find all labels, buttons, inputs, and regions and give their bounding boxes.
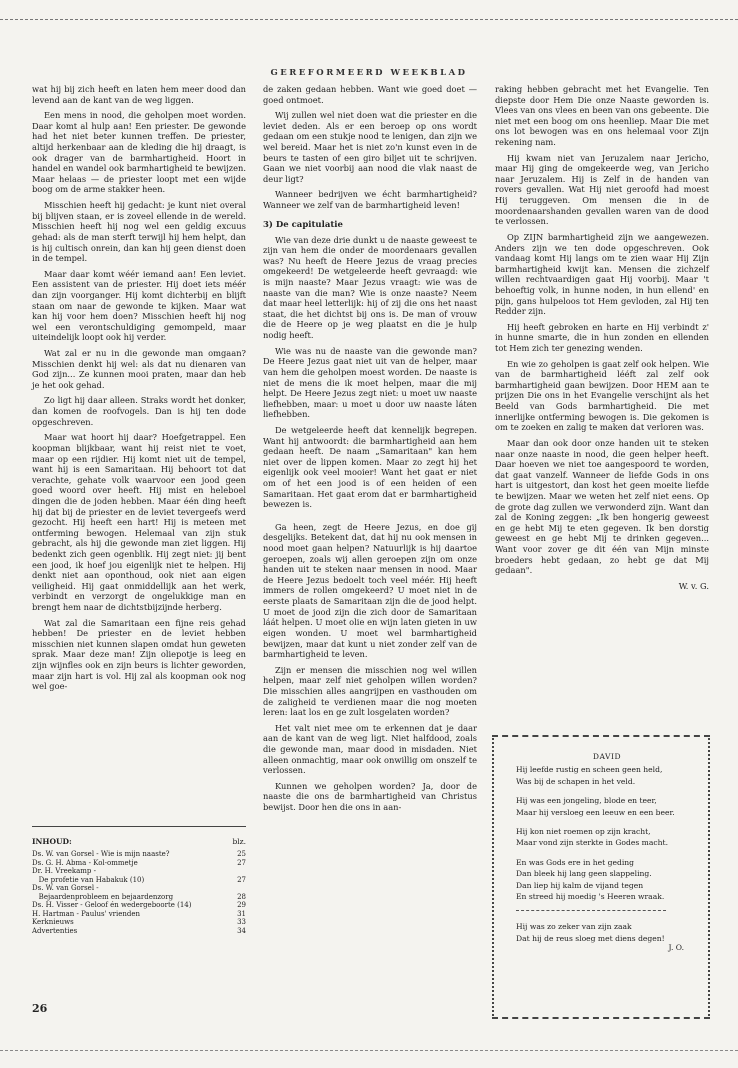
toc-row: [32, 850, 246, 859]
poem-line: Dat hij de reus sloeg met diens degen!: [516, 933, 665, 943]
paragraph: Hij kwam niet van Jeruzalem naar Jericho, maar Hij ging de omgekeerde weg, van Jericho naar Jeruzalem. Hij is Zelf in de handen van rovers gevallen. Wat Hij niet geroofd had moest Hij teruggeven. Om mensen die in de moordenaarshanden gevallen waren van de dood te verlossen.: [495, 152, 709, 227]
toc-page: 33: [237, 918, 246, 927]
bottom-cut-line: [0, 1050, 738, 1051]
top-cut-line: [0, 19, 738, 20]
toc-row: [32, 901, 246, 910]
toc-page: [232, 867, 246, 876]
poem-line: En streed hij moedig 's Heeren wraak.: [516, 891, 665, 901]
toc-row: [32, 893, 246, 902]
paragraph: Wie was nu de naaste van die gewonde man? De Heere Jezus gaat niet uit van de helper, maar van hem die geholpen moest worden. De naaste is niet de mens die ik moet helpen, maar die mij helpt. De Heere Jezus zegt niet: u moet uw naaste liefhebben, maar: u moet u door uw naaste láten liefhebben.: [263, 345, 477, 420]
toc-page: 34: [237, 926, 246, 935]
toc-row: [32, 927, 246, 936]
paragraph: de zaken gedaan hebben. Want wie goed doet — goed ontmoet.: [263, 84, 477, 105]
paragraph: wat hij bij zich heeft en laten hem meer dood dan levend aan de kant van de weg liggen.: [32, 84, 246, 105]
paragraph: Het valt niet mee om te erkennen dat je daar aan de kant van de weg ligt. Niet halfdood, zoals die gewonde man, maar dood in misdaden. Niet alleen onmachtig, maar ook onwillig om onszelf te verlossen.: [263, 722, 477, 776]
paragraph: Kunnen we geholpen worden? Ja, door de naaste die ons de barmhartigheid van Christus bewijst. Door hen die ons in aan-: [263, 780, 477, 813]
paragraph: Wanneer bedrijven we écht barmhartigheid? Wanneer we zelf van de barmhartigheid leven!: [263, 189, 477, 211]
toc-entry: Ds. W. van Gorsel - Wie is mijn naaste?: [32, 850, 170, 859]
toc-header: [32, 837, 246, 846]
poem-stanza: [516, 857, 698, 903]
paragraph: Maar dan ook door onze handen uit te steken naar onze naaste in nood, die geen helper heeft. Daar hoeven we niet toe aangespoord te worden, dat gaat vanzelf. Wanneer de liefde Gods in ons hart is uitgestort, dan kost het geen moeite liefde te bewijzen. Maar we weten het zelf niet eens. Op de grote dag zullen we verwonderd zijn. Want dan zal de Koning zeggen: „Ik ben hongerig geweest en ge hebt Mij te eten gegeven. Ik ben dorstig geweest en ge hebt Mij te drinken gegeven... Want voor zover ge dit één van Mijn minste broeders hebt gedaan, zo hebt ge dat Mij gedaan".: [495, 437, 709, 576]
paragraph: Wij zullen wel niet doen wat die priester en die leviet deden. Als er een beroep op ons wordt gedaan om een stukje nood te lenigen, dan zijn we wel bereid. Maar het is niet zo'n kunst even in de beurs te tasten of een giro biljet uit te schrijven. Gaan we niet voorbij aan nood die vlak naast de deur ligt?: [263, 110, 477, 184]
toc-page: 27: [237, 875, 246, 884]
poem-line: Dan bleek hij lang geen slappeling.: [516, 869, 652, 879]
toc-row: [32, 884, 246, 893]
toc-page: 27: [237, 858, 246, 867]
paragraph: Maar wat hoort hij daar? Hoefgetrappel. Een koopman blijkbaar, want hij reist niet te voet, maar op een rijdier. Hij komt niet uit de tempel, want hij is een Samaritaan. Hij behoort tot dat verachte, gehate volk waarvoor een jood geen goed woord over heeft. Hij mist en heleboel dingen die de joden hebben. Maar één ding heeft hij dat bij de priester en de leviet tevergeefs werd gezocht. Hij heeft een hart! Hij is meteen met ontferming bewogen. Helemaal van zijn stuk gebracht, als hij die gewonde man ziet liggen. Hij bedenkt zich geen ogenblik. Hij zegt niet: jij bent een jood, ik hoef jou eigenlijk niet te helpen. Hij denkt niet aan oponthoud, ook niet aan eigen veiligheid. Hij gaat onmiddellijk aan het werk, verbindt en verzorgt de ongelukkige man en brengt hem naar de dichtstbijzijnde herberg.: [32, 432, 246, 613]
paragraph: Misschien heeft hij gedacht: je kunt niet overal bij blijven staan, er is zoveel ellende in de wereld. Misschien heeft hij nog wel een geldig excuus gehad: als de man sterft terwijl hij hem helpt, dan is hij cultisch onrein, dan kan hij geen dienst doen in de tempel.: [32, 200, 246, 264]
toc-page: 28: [237, 892, 246, 901]
toc-rule: [32, 826, 246, 827]
poem-line: Maar hij versloeg een leeuw en een beer.: [516, 807, 675, 817]
column-3: [495, 84, 709, 591]
poem-stanza: [516, 826, 698, 849]
toc-row: [32, 859, 246, 868]
poem-line: Hij leefde rustig en scheen geen held,: [516, 765, 663, 775]
page-number: 26: [32, 1002, 48, 1015]
paragraph: Ga heen, zegt de Heere Jezus, en doe gij desgelijks. Betekent dat, dat hij nu ook mensen in nood moet gaan helpen? Natuurlijk is hij daartoe geroepen, zoals wij allen geroepen zijn om onze handen uit te steken naar mensen in nood. Maar de Heere Jezus bedoelt toch veel méér. Hij heeft immers de rollen omgekeerd? U moet niet in de eerste plaats de Samaritaan zijn die de jood helpt. U moet de jood zijn die zich door de Samaritaan láát helpen. U moet olie en wijn laten gieten in uw eigen wonden. U moet wel barmhartigheid bewijzen, maar dat kunt u niet zonder zelf van de barmhartigheid te leven.: [263, 521, 477, 660]
toc-title: INHOUD:: [32, 837, 72, 846]
toc-page: 31: [237, 909, 246, 918]
table-of-contents: [32, 826, 246, 935]
poem-line: Maar vond zijn sterkte in Godes macht.: [516, 838, 668, 848]
toc-entry: Kerknieuws: [32, 918, 74, 927]
poem-line: Hij kon niet roemen op zijn kracht,: [516, 826, 651, 836]
toc-entry: Ds. G. H. Abma - Kol-ommetje: [32, 858, 138, 867]
toc-row: [32, 910, 246, 919]
toc-page-header: blz.: [232, 837, 246, 846]
toc-row: [32, 918, 246, 927]
toc-entry: Ds. H. Visser - Geloof én wedergeboorte (14): [32, 901, 192, 910]
paragraph: Zo ligt hij daar alleen. Straks wordt het donker, dan komen de roofvogels. Dan is hij ten dode opgeschreven.: [32, 395, 246, 427]
poem-stanza: [516, 764, 698, 787]
paragraph: En wie zo geholpen is gaat zelf ook helpen. Wie van de barmhartigheid lééft zal zelf ook barmhartigheid gaan bewijzen. Door HEM aan te prijzen Die ons in het Evangelie verschijnt als het Beeld van Gods barmhartigheid. Die met innerlijke ontferming bewogen is. Die gekomen is om te zoeken en zalig te maken dat verloren was.: [495, 358, 709, 433]
toc-page: [232, 884, 246, 893]
poem-line: Was bij de schapen in het veld.: [516, 776, 636, 786]
poem-line: Dan liep hij kalm de vijand tegen: [516, 880, 644, 890]
poem-divider: [516, 910, 666, 911]
paragraph: Wat zal die Samaritaan een fijne reis gehad hebben! De priester en de leviet hebben misschien niet kunnen slapen omdat hun geweten sprak. Maar deze man! Zijn oliepotje is leeg en zijn wijnfles ook en zijn beurs is lichter geworden, maar zijn hart is vol. Hij zal als koopman ook nog wel goe-: [32, 617, 246, 692]
poem-line: En was Gods ere in het geding: [516, 857, 635, 867]
toc-entry: Dr. H. Vreekamp -: [32, 867, 97, 876]
poem-signature: J. O.: [668, 943, 684, 953]
poem-title: DAVID: [592, 752, 622, 761]
article-signature: W. v. G.: [678, 580, 709, 591]
toc-row: [32, 867, 246, 876]
paragraph: Hij heeft gebroken en harte en Hij verbindt z' in hunne smarte, die in hun zonden en ellenden tot Hem zich ter genezing wenden.: [495, 321, 709, 354]
toc-page: 29: [237, 901, 246, 910]
paragraph: raking hebben gebracht met het Evangelie. Ten diepste door Hem Die onze Naaste geworden is. Vlees van ons vlees en been van ons gebeente. Die niet met een boog om ons heenliep. Maar Die met ons lot bewogen was en ons helemaal voor Zijn rekening nam.: [495, 84, 709, 148]
poem-line: Hij was een jongeling, blode en teer,: [516, 796, 657, 806]
toc-entry: Advertenties: [32, 926, 78, 935]
paragraph: Op ZIJN barmhartigheid zijn we aangewezen. Anders zijn we ten dode opgeschreven. Ook vandaag komt Hij langs om te zien waar Hij Zijn barmhartigheid kwijt kan. Mensen die zichzelf willen rechtvaardigen gaat Hij voorbij. Maar 't behoeftig volk, in hunne noden, in hun ellend' en pijn, gans hulpeloos tot Hem gevloden, zal Hij ten Redder zijn.: [495, 231, 709, 317]
poem-box: [492, 735, 710, 1019]
poem-stanza: [516, 795, 698, 818]
paragraph: Een mens in nood, die geholpen moet worden. Daar komt al hulp aan! Een priester. De gewonde had het niet beter kunnen treffen. De priester, altijd herkenbaar aan de kleding die hij draagt, is ook drager van de barmhartigheid. Hoort in handel en wandel ook barmhartigheid te bewijzen. Maar helaas — de priester loopt met een wijde boog om de arme stakker heen.: [32, 110, 246, 195]
paragraph: De wetgeleerde heeft dat kennelijk begrepen. Want hij antwoordt: die barmhartigheid aan hem gedaan heeft. De naam „Samaritaan" kan hem niet over de lippen komen. Maar zo zegt hij het eigenlijk ook veel mooier! Want het gaat er niet om of het een jood is of een heiden of een Samaritaan. Het gaat erom dat er barmhartigheid bewezen is.: [263, 424, 477, 510]
masthead: GEREFORMEERD WEEKBLAD: [270, 68, 468, 78]
paragraph: Wie van deze drie dunkt u de naaste geweest te zijn van hem die onder de moordenaars gevallen was? Nu heeft de Heere Jezus de vraag precies omgekeerd! De wetgeleerde heeft gevraagd: wie is mijn naaste? Maar Jezus vraagt: wie was de naaste van die man? Wie is onze naaste? Neem dat maar heel letterlijk: hij of zij die ons het naast staat, die het dichtst bij ons is. De man of vrouw die de Heere op je weg plaatst en die je hulp nodig heeft.: [263, 234, 477, 341]
paragraph: Zijn er mensen die misschien nog wel willen helpen, maar zelf niet geholpen willen worden? Die misschien alles aangrijpen en vasthouden om de zaligheid te verdienen maar die nog moeten leren: laat los en ge zult losgelaten worden?: [263, 664, 477, 718]
column-2: [263, 84, 477, 818]
toc-page: 25: [237, 850, 246, 859]
toc-entry: De profetie van Habakuk (10): [32, 875, 145, 884]
paragraph: Maar daar komt wéér iemand aan! Een leviet. Een assistent van de priester. Hij doet iets méér dan zijn voorganger. Hij komt dichterbij en blijft staan om naar de gewonde te kijken. Maar wat kan hij voor hem doen? Misschien heeft hij nog wel een verontschuldiging gemompeld, maar uiteindelijk loopt ook hij verder.: [32, 268, 246, 343]
toc-row: [32, 876, 246, 885]
toc-entry: H. Hartman - Paulus' vrienden: [32, 909, 141, 918]
poem-line: Hij was zo zeker van zijn zaak: [516, 922, 632, 932]
section-heading: 3) De capitulatie: [263, 219, 343, 230]
toc-entry: Ds. W. van Gorsel -: [32, 884, 99, 893]
poem-stanza: [516, 921, 698, 944]
toc-entry: Bejaardenprobleem en bejaardenzorg: [32, 892, 174, 901]
paragraph: Wat zal er nu in die gewonde man omgaan? Misschien denkt hij wel: als dat nu dienaren van God zijn... Ze kunnen mooi praten, maar dan heb je het ook gehad.: [32, 348, 246, 390]
column-1: [32, 84, 246, 697]
